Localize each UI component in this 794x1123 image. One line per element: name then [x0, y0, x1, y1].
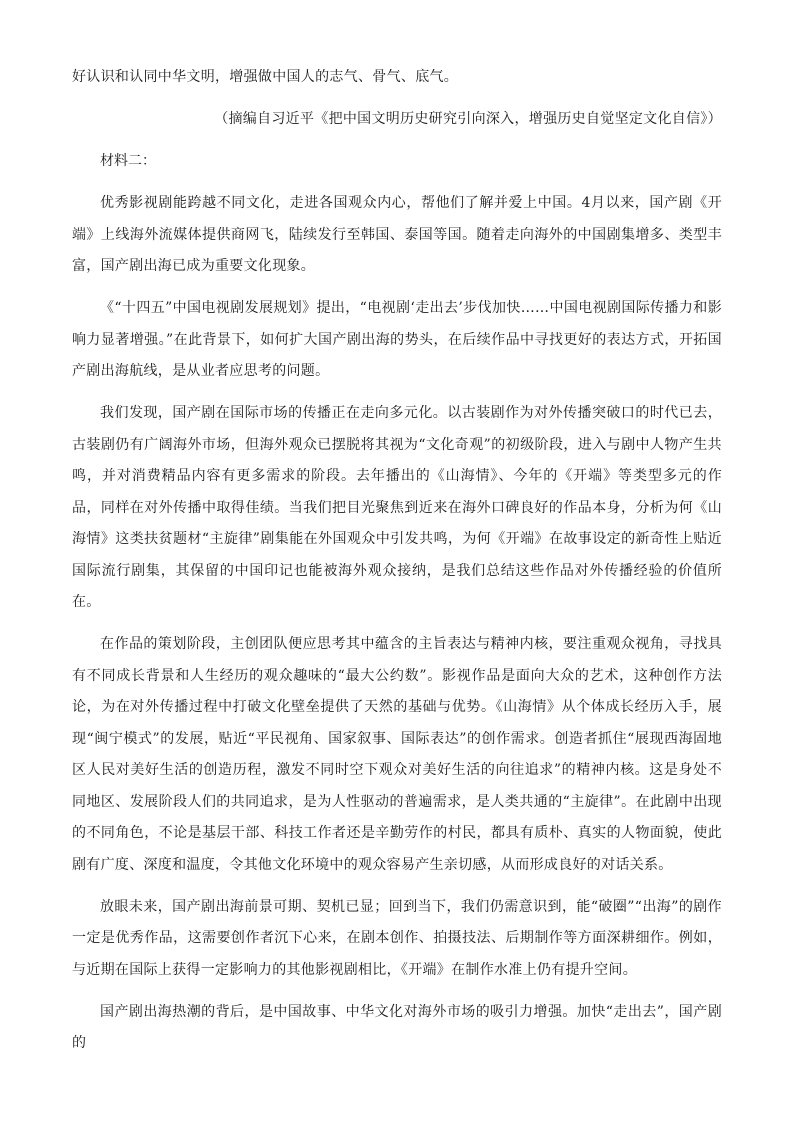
body-paragraph: 《“十四五”中国电视剧发展规划》提出，“电视剧‘走出去’步伐加快……中国电视剧国际传播力和影响力显著增强。”在此背景下，如何扩大国产剧出海的势头，在后续作品中寻找更好的表达方式，开拓国产剧出海航线，是从业者应思考的问题。 [72, 300, 722, 379]
section-label: 材料二： [100, 153, 156, 169]
body-paragraph: 放眼未来，国产剧出海前景可期、契机已显；回到当下，我们仍需意识到，能“破圈”“出海”的剧作一定是优秀作品，这需要创作者沉下心来，在剧本创作、拍摄技法、后期制作等方面深耕细作。例如，与近期在国际上获得一定影响力的其他影视剧相比，《开端》在制作水准上仍有提升空间。 [72, 898, 722, 978]
source-citation: （摘编自习近平《把中国文明历史研究引向深入，增强历史自觉坚定文化自信》） [214, 111, 722, 127]
document-content [72, 62, 722, 1070]
body-paragraph: 我们发现，国产剧在国际市场的传播正在走向多元化。以古装剧作为对外传播突破口的时代已去，古装剧仍有广阔海外市场，但海外观众已摆脱将其视为“文化奇观”的初级阶段，进入与剧中人物产生共鸣，并对消费精品内容有更多需求的阶段。去年播出的《山海情》、今年的《开端》等类型多元的作品，同样在对外传播中取得佳绩。当我们把目光聚焦到近来在海外口碑良好的作品本身，分析为何《山海情》这类扶贫题材“主旋律”剧集能在外国观众中引发共鸣，为何《开端》在故事设定的新奇性上贴近国际流行剧集，其保留的中国印记也能被海外观众接纳，是我们总结这些作品对外传播经验的价值所在。 [72, 405, 722, 610]
body-paragraph: 在作品的策划阶段，主创团队便应思考其中蕴含的主旨表达与精神内核，要注重观众视角，寻找具有不同成长背景和人生经历的观众趣味的“最大公约数”。影视作品是面向大众的艺术，这种创作方法论，为在对外传播过程中打破文化壁垒提供了天然的基础与优势。《山海情》从个体成长经历入手，展现“闽宁模式”的发展，贴近“平民视角、国家叙事、国际表达”的创作需求。创造者抓住“展现西海固地区人民对美好生活的创造历程，激发不同时空下观众对美好生活的向往追求”的精神内核。这是身处不同地区、发展阶段人们的共同追求，是为人性驱动的普遍需求，是人类共通的“主旋律”。在此剧中出现的不同角色，不论是基层干部、科技工作者还是辛勤劳作的村民，都具有质朴、真实的人物面貌，使此剧有广度、深度和温度，令其他文化环境中的观众容易产生亲切感，从而形成良好的对话关系。 [72, 636, 722, 873]
body-paragraph: 国产剧出海热潮的背后，是中国故事、中华文化对海外市场的吸引力增强。加快“走出去”，国产剧的 [72, 1003, 722, 1051]
paragraph-continuation: 好认识和认同中华文明，增强做中国人的志气、骨气、底气。 [72, 69, 459, 85]
body-paragraph: 优秀影视剧能跨越不同文化，走进各国观众内心，帮他们了解并爱上中国。4月以来，国产剧《开端》上线海外流媒体提供商网飞，陆续发行至韩国、泰国等国。随着走向海外的中国剧集增多、类型丰富，国产剧出海已成为重要文化现象。 [72, 195, 722, 274]
